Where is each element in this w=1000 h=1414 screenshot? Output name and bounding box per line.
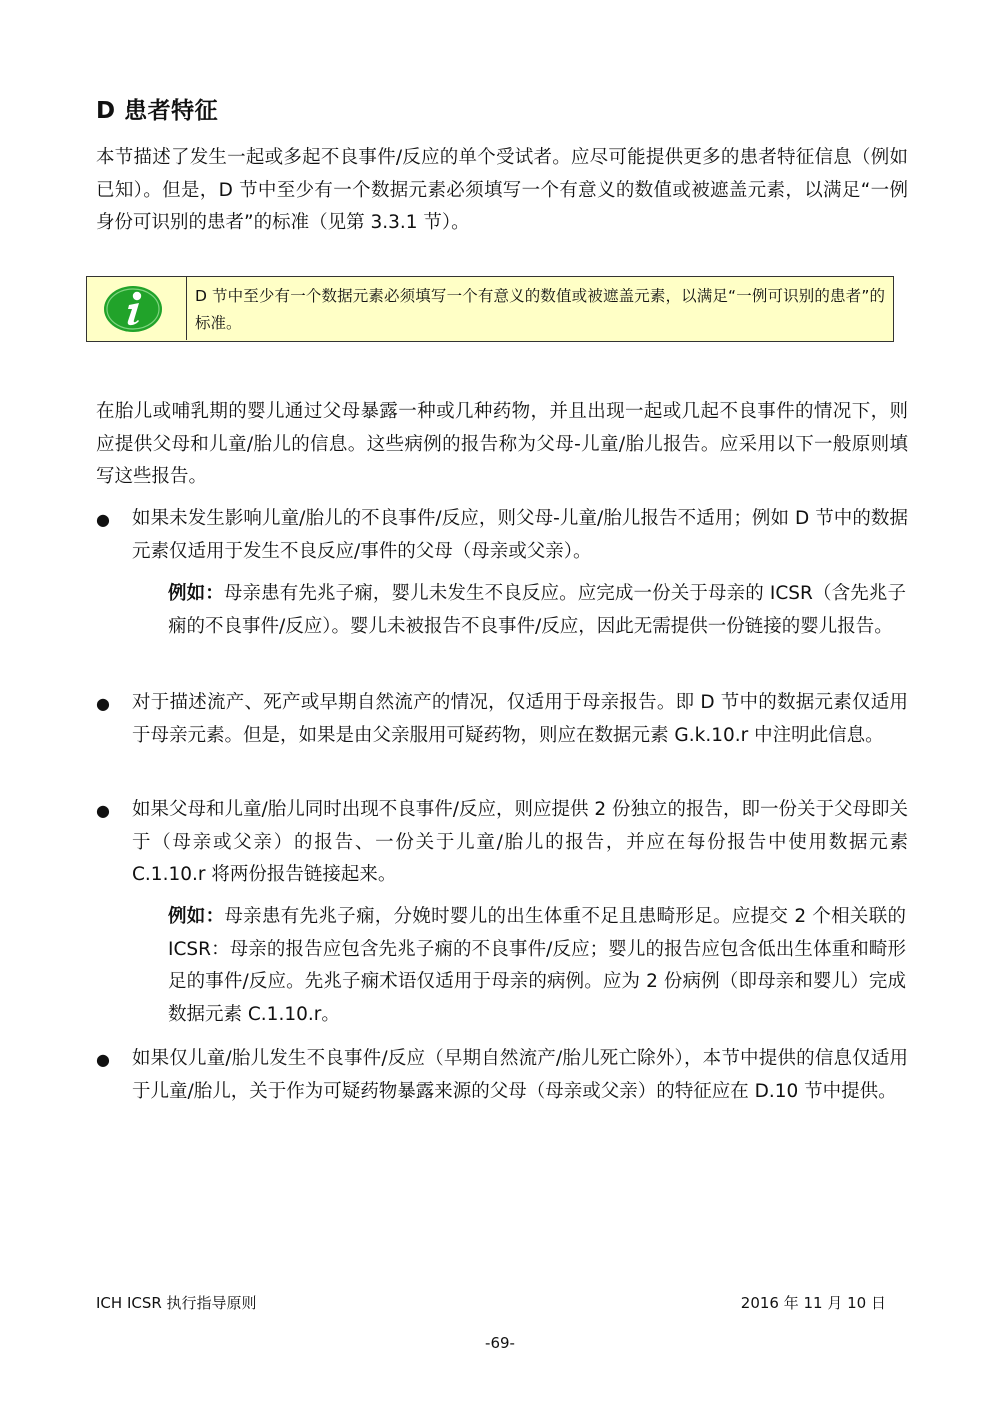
- bullet-icon: ●: [96, 510, 110, 529]
- section-title: D 患者特征: [96, 98, 219, 124]
- list-item-text: 如果未发生影响儿童/胎儿的不良事件/反应，则父母-儿童/胎儿报告不适用；例如 D 节中的数据元素仅适用于发生不良反应/事件的父母（母亲或父亲）。: [132, 508, 908, 562]
- example-text: 母亲患有先兆子痫，婴儿未发生不良反应。应完成一份关于母亲的 ICSR（含先兆子痫的不良事件/反应）。婴儿未被报告不良事件/反应，因此无需提供一份链接的婴儿报告。: [168, 583, 906, 637]
- section-intro: 本节描述了发生一起或多起不良事件/反应的单个受试者。应尽可能提供更多的患者特征信息（例如已知）。但是，D 节中至少有一个数据元素必须填写一个有意义的数值或被遮盖元素，以满足“一例身份可识别的患者”的标准（见第 3.3.1 节）。: [96, 147, 908, 233]
- bullet-icon: ●: [96, 694, 110, 713]
- info-note-text: D 节中至少有一个数据元素必须填写一个有意义的数值或被遮盖元素，以满足“一例可识别的患者”的标准。: [195, 287, 885, 332]
- info-icon: [102, 284, 164, 334]
- example-block: [168, 578, 906, 643]
- page-number: -69-: [485, 1334, 515, 1352]
- list-item-text: 如果仅儿童/胎儿发生不良事件/反应（早期自然流产/胎儿死亡除外），本节中提供的信息仅适用于儿童/胎儿，关于作为可疑药物暴露来源的父母（母亲或父亲）的特征应在 D.10 节中提供。: [132, 1048, 908, 1102]
- info-icon-cell: [87, 277, 187, 340]
- footer-date: 2016 年 11 月 10 日: [740, 1294, 886, 1312]
- footer-doc-title: ICH ICSR 执行指导原则: [96, 1294, 257, 1312]
- example-label: 例如：: [168, 583, 224, 604]
- bullet-icon: ●: [96, 801, 110, 820]
- parent-child-intro: 在胎儿或哺乳期的婴儿通过父母暴露一种或几种药物，并且出现一起或几起不良事件的情况下，则应提供父母和儿童/胎儿的信息。这些病例的报告称为父母-儿童/胎儿报告。应采用以下一般原则填写这些报告。: [96, 401, 908, 487]
- example-block: [168, 901, 906, 1031]
- info-note-box: [86, 276, 894, 342]
- bullet-icon: ●: [96, 1050, 110, 1069]
- example-label: 例如：: [168, 906, 225, 927]
- list-item-text: 如果父母和儿童/胎儿同时出现不良事件/反应，则应提供 2 份独立的报告，即一份关于父母即关于（母亲或父亲）的报告、一份关于儿童/胎儿的报告，并应在每份报告中使用数据元素 C.1.10.r 将两份报告链接起来。: [132, 799, 909, 885]
- list-item-text: 对于描述流产、死产或早期自然流产的情况，仅适用于母亲报告。即 D 节中的数据元素仅适用于母亲元素。但是，如果是由父亲服用可疑药物，则应在数据元素 G.k.10.r 中注明此信息。: [132, 692, 908, 746]
- example-text: 母亲患有先兆子痫，分娩时婴儿的出生体重不足且患畸形足。应提交 2 个相关联的 ICSR：母亲的报告应包含先兆子痫的不良事件/反应；婴儿的报告应包含低出生体重和畸形足的事件/反应。先兆子痫术语仅适用于母亲的病例。应为 2 份病例（即母亲和婴儿）完成数据元素 C.1.10.r。: [168, 906, 906, 1025]
